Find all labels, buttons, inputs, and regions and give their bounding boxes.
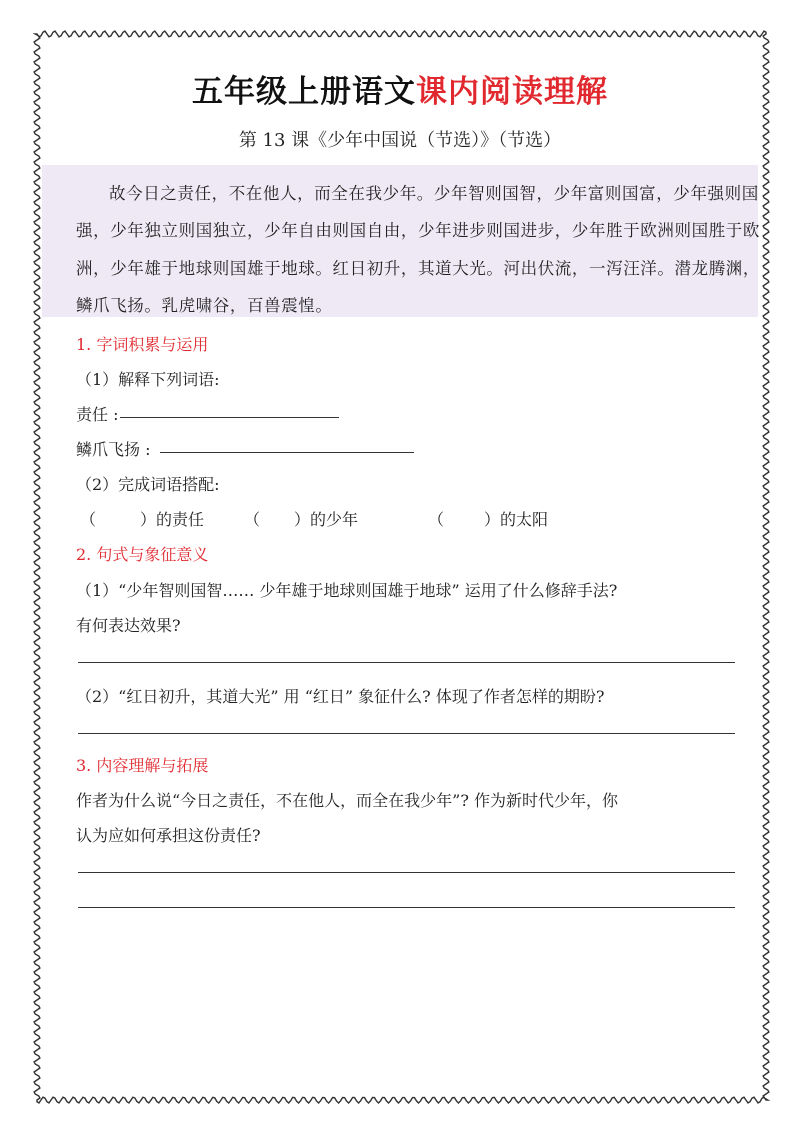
title-red: 课内阅读理解: [416, 74, 608, 110]
collocation-2[interactable]: [244, 507, 358, 530]
term-linzhua: [76, 437, 150, 460]
section-2-heading: 2. 句式与象征意义: [76, 545, 209, 564]
answer-line-2-1[interactable]: [78, 662, 735, 663]
paren-open-2: （: [244, 510, 261, 529]
collocation-1[interactable]: [80, 507, 204, 530]
title-black: 五年级上册语文: [192, 74, 416, 110]
paren-open-1: （: [80, 510, 97, 529]
passage-text: 故今日之责任，不在他人，而全在我少年。少年智则国智，少年富则国富，少年强则国强，少年独立则国独立，少年自由则国自由，少年进步则国进步，少年胜于欧洲则国胜于欧洲，少年雄于地球则国雄于地球。红日初升，其道大光。河出伏流，一泻汪洋。潜龙腾渊，鳞爪飞扬。乳虎啸谷，百兽震惶。: [76, 184, 760, 316]
section-1-heading: 1. 字词积累与运用: [76, 335, 209, 354]
question-2-1-line2: 有何表达效果?: [76, 616, 181, 635]
answer-line-3-1[interactable]: [78, 872, 735, 873]
passage-box: [42, 165, 758, 317]
question-1-2: （2）完成词语搭配:: [76, 475, 220, 494]
lesson-subtitle: 第 13 课《少年中国说（节选）》（节选）: [238, 130, 562, 151]
question-1-1: （1）解释下列词语:: [76, 370, 220, 389]
paren-open-3: （: [428, 510, 445, 529]
collocation-1-text: ）的责任: [140, 510, 205, 529]
term-responsibility-label: 责任 :: [76, 405, 119, 424]
question-2-2: （2）“红日初升，其道大光” 用 “红日” 象征什么? 体现了作者怎样的期盼?: [76, 687, 605, 706]
question-3-line2: 认为应如何承担这份责任?: [76, 826, 261, 845]
collocation-2-text: ）的少年: [294, 510, 359, 529]
question-3-line1: 作者为什么说“今日之责任，不在他人，而全在我少年”? 作为新时代少年，你: [76, 791, 619, 810]
page-title: [0, 66, 800, 111]
term-linzhua-label: 鳞爪飞扬 :: [76, 440, 151, 459]
question-2-1-line1: （1）“少年智则国智…… 少年雄于地球则国雄于地球” 运用了什么修辞手法?: [76, 581, 618, 600]
collocation-3[interactable]: [428, 507, 548, 530]
answer-line-3-2[interactable]: [78, 907, 735, 908]
collocation-3-text: ）的太阳: [484, 510, 549, 529]
answer-blank-responsibility[interactable]: [120, 417, 339, 418]
section-3-heading: 3. 内容理解与拓展: [76, 756, 209, 775]
answer-blank-linzhua[interactable]: [160, 452, 414, 453]
answer-line-2-2[interactable]: [78, 733, 735, 734]
term-responsibility: [76, 402, 118, 425]
